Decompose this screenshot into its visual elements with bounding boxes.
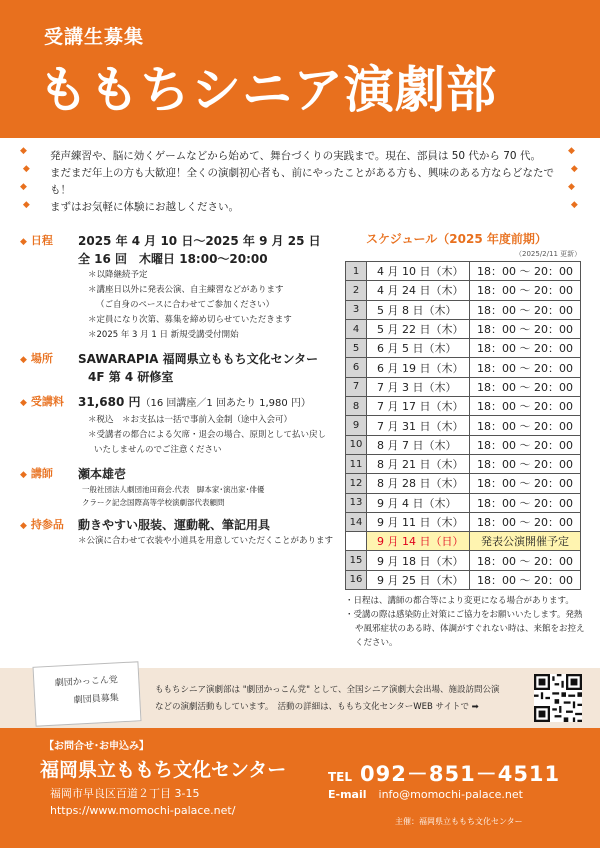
session-time: 18：00 ～ 20：00 <box>470 454 581 473</box>
session-date: 8 月 7 日（木） <box>367 435 470 454</box>
table-row <box>346 570 581 589</box>
organizer: 主催：福岡県立ももち文化センター <box>395 817 523 826</box>
diamond-icon: ◆ <box>20 521 27 531</box>
session-date: 6 月 19 日（木） <box>367 358 470 377</box>
table-row <box>346 300 581 319</box>
session-time: 18：00 ～ 20：00 <box>470 300 581 319</box>
session-date: 9 月 18 日（木） <box>367 551 470 570</box>
table-row <box>346 435 581 454</box>
session-time: 18：00 ～ 20：00 <box>470 435 581 454</box>
diamond-icon: ◆ <box>20 398 27 408</box>
session-number: 7 <box>346 377 367 396</box>
session-number: 15 <box>346 551 367 570</box>
session-date: 9 月 25 日（木） <box>367 570 470 589</box>
session-time: 18：00 ～ 20：00 <box>470 474 581 493</box>
diamond-icon: ◆ <box>20 470 27 480</box>
arrow-right-icon: ➡ <box>471 702 479 712</box>
table-row <box>346 474 581 493</box>
address: 福岡市早良区百道２丁目 3-15 <box>50 787 200 800</box>
session-number: 16 <box>346 570 367 589</box>
session-number <box>346 532 367 551</box>
session-number: 11 <box>346 454 367 473</box>
session-time: 18：00 ～ 20：00 <box>470 551 581 570</box>
session-time: 18：00 ～ 20：00 <box>470 377 581 396</box>
table-row <box>346 358 581 377</box>
session-time: 18：00 ～ 20：00 <box>470 397 581 416</box>
info-section <box>20 232 340 556</box>
schedule-table <box>345 261 581 590</box>
website-link[interactable]: https://www.momochi-palace.net/ <box>50 804 236 817</box>
table-row <box>346 454 581 473</box>
schedule-info: ◆ 日程 2025 年 4 月 10 日～2025 年 9 月 25 日 全 16 回 木曜日 18:00～20:00 ＊以降継続予定 ＊講座日以外に発表公演、自主練習などがあります （ご自身のペースに合わせてご参加ください） ＊定員になり次第、募集を締め切らせていただきます ＊2025 年 3 月 1 日 新規受講受付開始 <box>20 234 321 340</box>
contact-footer <box>0 728 600 848</box>
session-date: 9 月 4 日（木） <box>367 493 470 512</box>
intro-text: 発声練習や、脳に効くゲームなどから始めて、舞台づくりの実践まで。現在、部員は 50 代から 70 代。 まだまだ年上の方も大歓迎！全くの演劇初心者も、前にやったことがある方も、興味のある方ならどなたでも！ まずはお気軽に体験にお越しください。 <box>50 150 554 213</box>
session-number: 6 <box>346 358 367 377</box>
session-time: 18：00 ～ 20：00 <box>470 493 581 512</box>
session-number: 12 <box>346 474 367 493</box>
session-date: 8 月 21 日（木） <box>367 454 470 473</box>
table-row <box>346 532 581 551</box>
session-time: 18：00 ～ 20：00 <box>470 416 581 435</box>
session-number: 5 <box>346 339 367 358</box>
table-row <box>346 397 581 416</box>
schedule-title: スケジュール（2025 年度前期） <box>366 232 547 246</box>
session-number: 14 <box>346 512 367 531</box>
session-number: 1 <box>346 262 367 281</box>
table-row <box>346 281 581 300</box>
session-date: 7 月 31 日（木） <box>367 416 470 435</box>
session-date: 9 月 11 日（木） <box>367 512 470 531</box>
venue-info: ◆ 場所 SAWARAPIA 福岡県立ももち文化センター 4F 第 4 研修室 <box>20 352 319 384</box>
session-number: 2 <box>346 281 367 300</box>
diamond-icon: ◆ ◆ ◆ ◆ <box>20 146 30 210</box>
session-time: 18：00 ～ 20：00 <box>470 512 581 531</box>
table-row <box>346 262 581 281</box>
schedule-notes: ・日程は、講師の都合等により変更になる場合があります。 ・受講の際は感染防止対策にご協力をお願いいたします。発熱や風邪症状のある時、体調がすぐれない時は、来館をお控えください。 <box>345 596 585 648</box>
troupe-banner: 劇団かっこん党 劇団員募集 <box>33 661 142 726</box>
instructor-info: ◆ 講師 瀬本雄壱 一般社団法人劇団池田商会.代表 脚本家･演出家･俳優 クラーク記念国際高等学校演劇部代表顧問 <box>20 467 265 507</box>
session-time: 18：00 ～ 20：00 <box>470 281 581 300</box>
session-time: 18：00 ～ 20：00 <box>470 570 581 589</box>
table-row <box>346 512 581 531</box>
organization-name: 福岡県立ももち文化センター <box>40 759 287 781</box>
session-number: 3 <box>346 300 367 319</box>
email: E-mail info@momochi-palace.net <box>328 788 523 801</box>
session-date: 4 月 10 日（木） <box>367 262 470 281</box>
session-time: 18：00 ～ 20：00 <box>470 262 581 281</box>
qr-code-icon[interactable] <box>534 674 582 722</box>
phone: TEL 092－851－4511 <box>328 762 561 786</box>
diamond-icon: ◆ <box>20 355 27 365</box>
session-date: 6 月 5 日（木） <box>367 339 470 358</box>
session-date: 8 月 28 日（木） <box>367 474 470 493</box>
session-time: 18：00 ～ 20：00 <box>470 339 581 358</box>
recruitment-subtitle: 受講生募集 <box>44 26 145 48</box>
troupe-text: ももちシニア演劇部は "劇団かっこん党" として、全国シニア演劇大会出場、施設訪問公演 などの演劇活動もしています。 活動の詳細は、ももち文化センターWEB サイトで ➡ <box>155 685 500 712</box>
table-row <box>346 319 581 338</box>
session-date: 5 月 8 日（木） <box>367 300 470 319</box>
session-time: 18：00 ～ 20：00 <box>470 358 581 377</box>
session-number: 10 <box>346 435 367 454</box>
session-number: 4 <box>346 319 367 338</box>
email-address[interactable]: info@momochi-palace.net <box>378 788 523 801</box>
fee-info: ◆ 受講料 31,680 円（16 回講座／1 回あたり 1,980 円） ＊税込 ＊お支払は一括で事前入金制（途中入会可） ＊受講者の都合による欠席・退会の場合、原則として払い戻し いたしませんのでご注意ください <box>20 395 327 455</box>
session-date: 7 月 17 日（木） <box>367 397 470 416</box>
diamond-icon: ◆ ◆ ◆ ◆ <box>568 146 578 210</box>
session-number: 9 <box>346 416 367 435</box>
table-row <box>346 416 581 435</box>
session-number: 13 <box>346 493 367 512</box>
diamond-icon: ◆ <box>20 237 27 247</box>
table-row <box>346 377 581 396</box>
session-time: 18：00 ～ 20：00 <box>470 319 581 338</box>
session-number: 8 <box>346 397 367 416</box>
contact-heading: 【お問合せ･お申込み】 <box>44 741 149 752</box>
table-row <box>346 551 581 570</box>
session-time: 発表公演開催予定 <box>470 532 581 551</box>
header-band <box>0 0 600 138</box>
phone-number[interactable]: 092－851－4511 <box>360 762 561 786</box>
session-date: 9 月 14 日（日） <box>367 532 470 551</box>
session-date: 5 月 22 日（木） <box>367 319 470 338</box>
session-date: 7 月 3 日（木） <box>367 377 470 396</box>
schedule-updated: （2025/2/11 更新） <box>515 250 582 258</box>
table-row <box>346 493 581 512</box>
table-row <box>346 339 581 358</box>
session-date: 4 月 24 日（木） <box>367 281 470 300</box>
items-info: ◆ 持参品 動きやすい服装、運動靴、筆記用具 ＊公演に合わせて衣装や小道具を用意していただくことがあります <box>20 518 334 546</box>
page-title: ももちシニア演劇部 <box>38 61 497 119</box>
